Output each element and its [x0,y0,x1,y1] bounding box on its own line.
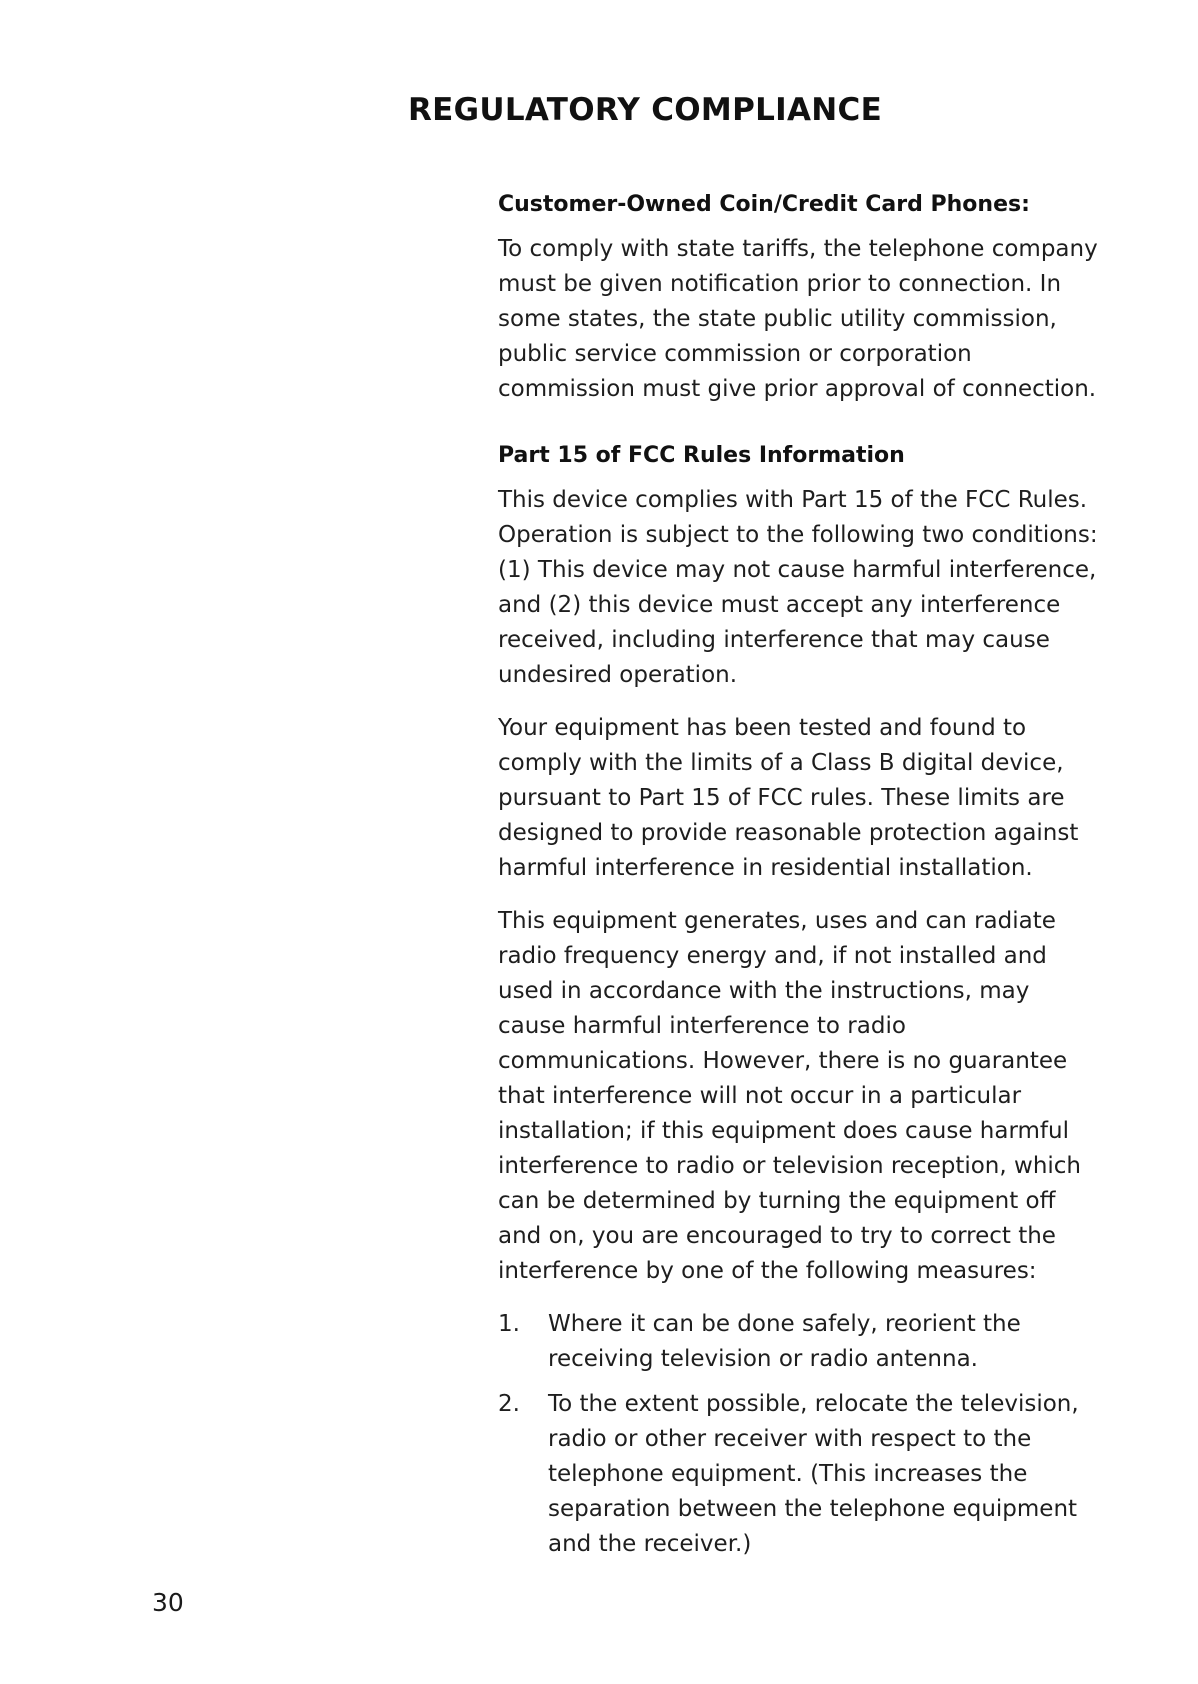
section-spacer [498,425,1098,439]
content-column [498,188,1098,1572]
list-item [498,1307,1098,1377]
list-item-number: 2. [498,1391,520,1417]
section-coin-credit-card-phones [498,188,1098,407]
measures-list [498,1307,1098,1562]
section-heading: Customer-Owned Coin/Credit Card Phones: [498,192,1030,217]
list-item-text: Where it can be done safely, reorient the receiving television or radio antenna. [548,1311,1021,1372]
section-heading: Part 15 of FCC Rules Information [498,443,905,468]
list-item [498,1387,1098,1562]
page-number: 30 [152,1588,184,1617]
paragraph: This equipment generates, uses and can radiate radio frequency energy and, if not installed and used in accordance with the instructions, may cause harmful interference to radio communications. However, there is no guarantee that interference will not occur in a particular installation; if this equipment does cause harmful interference to radio or television reception, which can be determined by turning the equipment off and on, you are encouraged to try to correct the interference by one of the following measures: [498,908,1082,1284]
list-item-number: 1. [498,1311,520,1337]
list-item-text: To the extent possible, relocate the television, radio or other receiver with respect to the telephone equipment. (This increases the separation between the telephone equipment and the receiver.) [548,1391,1079,1557]
paragraph: Your equipment has been tested and found to comply with the limits of a Class B digital device, pursuant to Part 15 of FCC rules. These limits are designed to provide reasonable protection against harmful interference in residential installation. [498,715,1079,881]
paragraph: This device complies with Part 15 of the FCC Rules. Operation is subject to the following two conditions: (1) This device may not cause harmful interference, and (2) this device must accept any interference received, including interference that may cause undesired operation. [498,487,1098,688]
section-fcc-part-15 [498,439,1098,1562]
page-title: REGULATORY COMPLIANCE [408,92,883,128]
paragraph: To comply with state tariffs, the telephone company must be given notification prior to connection. In some states, the state public utility commission, public service commission or corporation commission must give prior approval of connection. [498,236,1098,402]
